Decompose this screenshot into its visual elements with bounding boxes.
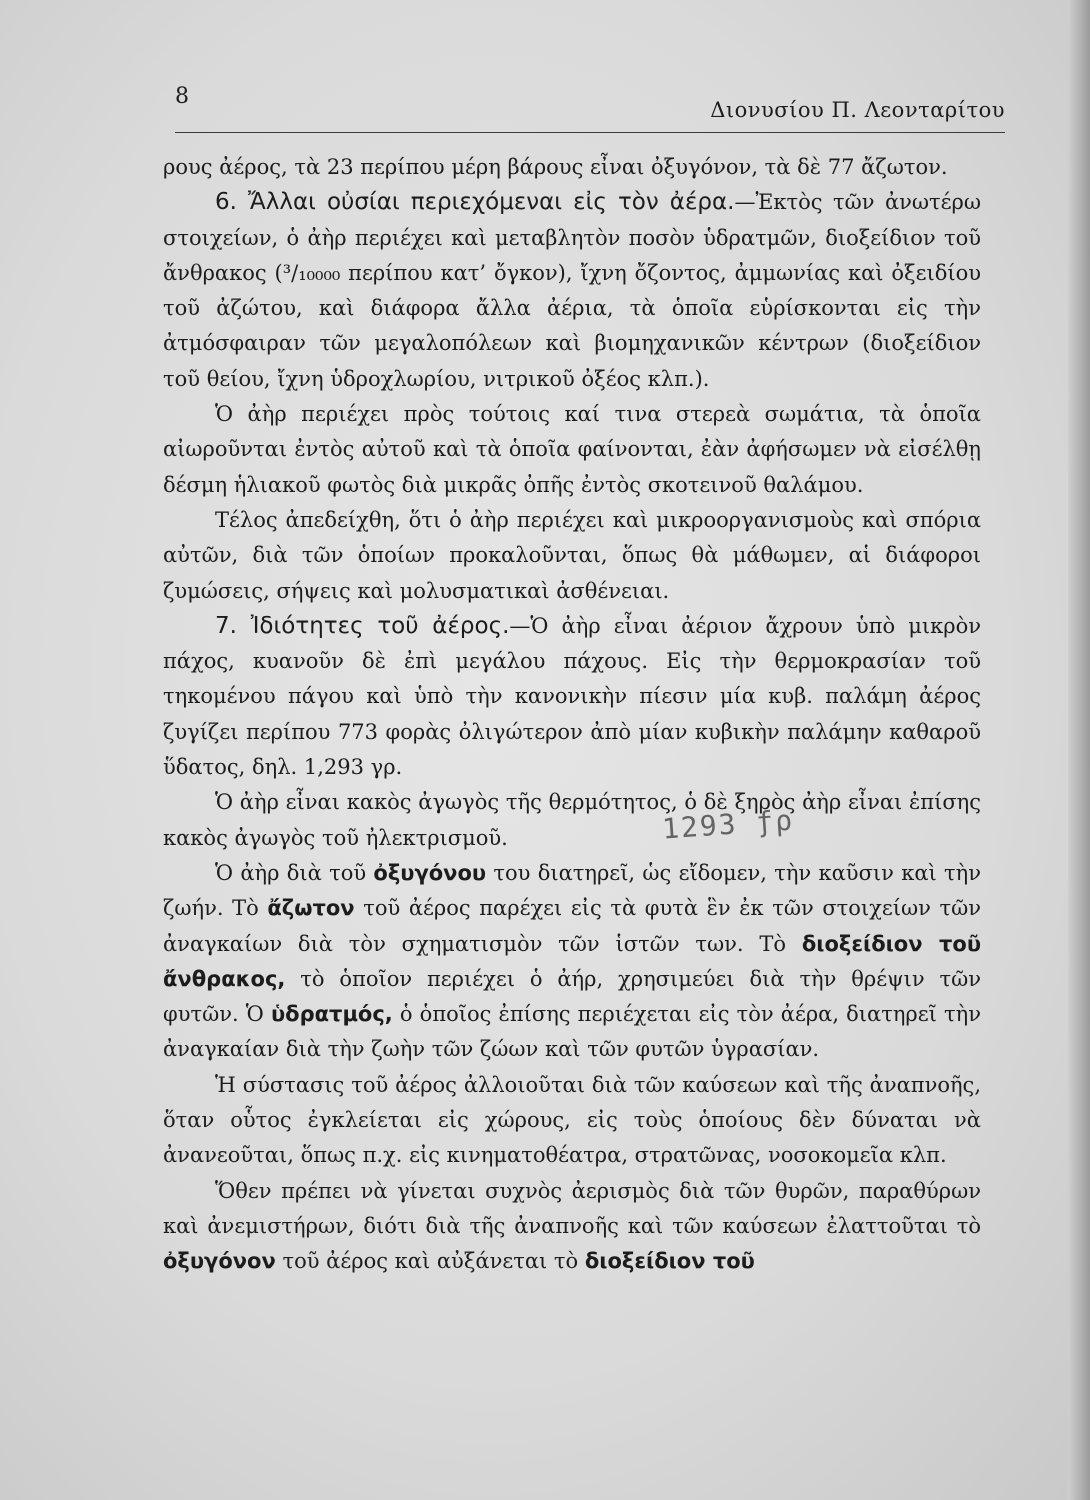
bold-term-water-vapor: ὑδρατμός, bbox=[270, 1002, 393, 1027]
page-number: 8 bbox=[175, 84, 189, 109]
text-run: ὁ ὁποῖος ἐπίσης περιέχεται εἰς τὸν ἀέρα, διατηρεῖ τὴν ἀναγκαίαν διὰ τὴν ζωὴν τῶν ζώων καὶ τῶν φυτῶν ὑγρασίαν. bbox=[163, 1002, 981, 1062]
text-run: τὸ ὁποῖον περιέχει ὁ ἀήρ, χρησιμεύει διὰ τὴν θρέψιν τῶν φυτῶν. Ὁ bbox=[163, 966, 981, 1027]
handwritten-annotation: 1293 ƒρ bbox=[661, 803, 796, 846]
section-7-paragraph bbox=[163, 609, 981, 785]
bold-term-nitrogen: ἄζωτον bbox=[267, 896, 355, 921]
running-head: Διονυσίου Π. Λεονταρίτου bbox=[710, 98, 1005, 122]
page-header bbox=[175, 80, 1005, 133]
page-edge-shadow bbox=[1068, 0, 1090, 1500]
text-run: τοῦ ἀέρος καὶ αὐξάνεται τὸ bbox=[275, 1249, 585, 1274]
paragraph-conductivity: Ὁ ἀὴρ εἶναι κακὸς ἀγωγὸς τῆς θερμότητος, ὁ δὲ ξηρὸς ἀὴρ εἶναι ἐπίσης κακὸς ἀγωγὸς τοῦ ἠλεκτρισμοῦ. bbox=[163, 790, 981, 850]
paragraph-composition-change: Ἡ σύστασις τοῦ ἀέρος ἀλλοιοῦται διὰ τῶν καύσεων καὶ τῆς ἀναπνοῆς, ὅταν οὗτος ἐγκλείεται εἰς χώρους, εἰς τοὺς ὁποίους δὲν δύναται νὰ ἀνανεοῦται, ὅπως π.χ. εἰς κινηματοθέατρα, στρατῶνας, νοσοκομεῖα κλπ. bbox=[163, 1072, 981, 1168]
bold-term-carbon-dioxide: διοξείδιον τοῦ ἄνθρακος, bbox=[163, 931, 981, 991]
text-run: τοῦ ἀέρος παρέχει εἰς τὰ φυτὰ ἓν ἐκ τῶν στοιχείων τῶν ἀναγκαίων διὰ τὸν σχηματισμὸν τῶν ἱστῶν των. Τὸ bbox=[163, 896, 981, 956]
paragraph-air-components bbox=[163, 856, 981, 1068]
bold-term-oxygen: ὀξυγόνου bbox=[373, 860, 487, 885]
paragraph-continuation: ρους ἀέρος, τὰ 23 περίπου μέρη βάρους εἶναι ὀξυγόνον, τὰ δὲ 77 ἄζωτον. bbox=[163, 155, 948, 179]
section-6-heading: 6. Ἄλλαι οὐσίαι περιεχόμεναι εἰς τὸν ἀέρα. bbox=[215, 189, 735, 216]
section-7-heading: 7. Ἰδιότητες τοῦ ἀέρος. bbox=[215, 612, 510, 639]
paragraph-microorganisms: Τέλος ἀπεδείχθη, ὅτι ὁ ἀὴρ περιέχει καὶ μικροοργανισμοὺς καὶ σπόρια αὐτῶν, διὰ τῶν ὁποίων προκαλοῦνται, ὅπως θὰ μάθωμεν, αἱ διάφοροι ζυμώσεις, σήψεις καὶ μολυσματικαὶ ἀσθένειαι. bbox=[163, 507, 981, 603]
text-run: του διατηρεῖ, ὡς εἴδομεν, τὴν καῦσιν καὶ τὴν ζωήν. Τὸ bbox=[163, 860, 981, 921]
bold-term-carbon-dioxide-2: διοξείδιον τοῦ bbox=[584, 1249, 755, 1274]
text-run: Ὁ ἀὴρ διὰ τοῦ bbox=[215, 860, 374, 885]
section-7-text: —Ὁ ἀὴρ εἶναι ἀέριον ἄχρουν ὑπὸ μικρὸν πάχος, κυανοῦν δὲ ἐπὶ μεγάλου πάχους. Εἰς τὴν θερμοκρασίαν τοῦ τηκομένου πάγου καὶ ὑπὸ τὴν κανονικὴν πίεσιν μία κυβ. παλάμη ἀέρος ζυγίζει περίπου 773 φορὰς ὀλιγώτερον ἀπὸ μίαν κυβικὴν παλάμην καθαροῦ ὕδατος, δηλ. 1,293 γρ. bbox=[163, 613, 982, 780]
paragraph-solid-particles: Ὁ ἀὴρ περιέχει πρὸς τούτοις καί τινα στερεὰ σωμάτια, τὰ ὁποῖα αἰωροῦνται ἐντὸς αὐτοῦ καὶ τὰ ὁποῖα φαίνονται, ἐὰν ἀφήσωμεν νὰ εἰσέλθῃ δέσμη ἡλιακοῦ φωτὸς διὰ μικρᾶς ὀπῆς ἐντὸς σκοτεινοῦ θαλάμου. bbox=[163, 402, 981, 497]
bold-term-oxygen-2: ὀξυγόνον bbox=[163, 1249, 276, 1274]
paragraph-ventilation bbox=[163, 1174, 981, 1280]
body-text bbox=[163, 150, 981, 1280]
section-6-paragraph bbox=[163, 185, 981, 397]
section-6-text: —Ἐκτὸς τῶν ἀνωτέρω στοιχείων, ὁ ἀὴρ περιέχει καὶ μεταβλητὸν ποσὸν ὑδρατμῶν, διοξείδιον τοῦ ἄνθρακος (³/₁₀₀₀₀ περίπου κατ’ ὄγκον), ἴχνη ὄζοντος, ἀμμωνίας καὶ ὀξειδίου τοῦ ἀζώτου, καὶ διάφορα ἄλλα ἀέρια, τὰ ὁποῖα εὑρίσκονται εἰς τὴν ἀτμόσφαιραν τῶν μεγαλοπόλεων καὶ βιομηχανικῶν κέντρων (διοξείδιον τοῦ θείου, ἴχνη ὑδροχλωρίου, νιτρικοῦ ὀξέος κλπ.). bbox=[163, 190, 981, 391]
text-run: Ὅθεν πρέπει νὰ γίνεται συχνὸς ἀερισμὸς διὰ τῶν θυρῶν, παραθύρων καὶ ἀνεμιστήρων, διότι διὰ τῆς ἀναπνοῆς καὶ τῶν καύσεων ἐλαττοῦται τὸ bbox=[163, 1178, 981, 1238]
